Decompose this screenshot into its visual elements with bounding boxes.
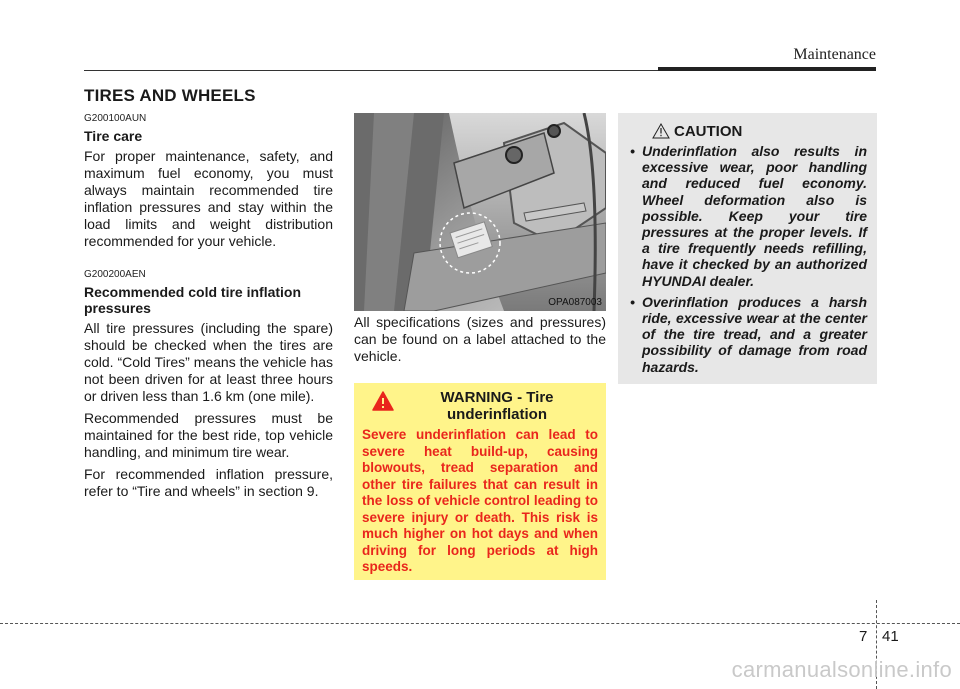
tire-care-code: G200100AUN [84, 113, 147, 124]
footer-rule [0, 623, 960, 624]
specifications-text: All specifications (sizes and pressures) can be found on a label attached to the vehicle. [354, 314, 606, 364]
warning-body: Severe underinflation can lead to severe heat build-up, causing blowouts, tread separation and other tire failures that can result in the loss of vehicle control leading to severe injury or death. This risk is much higher on hot days and when driving for long periods at high speeds. [362, 427, 598, 574]
section-title: TIRES AND WHEELS [84, 86, 256, 105]
cold-pressures-para1: All tire pressures (including the spare) should be checked when the tires are cold. “Cold Tires” means the vehicle has not been driven for at least three hours or driven less than 1.6 km (one mile). [84, 320, 333, 404]
door-jamb-photo [354, 113, 606, 311]
photo-code: OPA087003 [548, 297, 602, 308]
watermark: carmanualsonline.info [731, 657, 952, 682]
header-rule [84, 70, 658, 71]
page-number: 41 [882, 628, 899, 645]
caution-box [618, 113, 877, 384]
caution-triangle-icon [652, 123, 670, 144]
tire-care-text: For proper maintenance, safety, and maximum fuel economy, you must always maintain recommended tire inflation pressures and stay within the load limits and weight distribution recommended for your vehicle. [84, 148, 333, 249]
warning-triangle-icon [372, 391, 394, 416]
left-column [84, 113, 333, 505]
caution-title: CAUTION [674, 123, 743, 140]
caution-list [630, 143, 867, 375]
cold-pressures-code: G200200AEN [84, 269, 146, 280]
chapter-number: 7 [859, 628, 868, 645]
warning-title: WARNING - Tire underinflation [440, 389, 554, 423]
header-rule-bold [658, 67, 876, 71]
header-title: Maintenance [793, 46, 876, 63]
cold-pressures-heading: Recommended cold tire inflation pressures [84, 284, 302, 316]
door-jamb-tire-label-photo [354, 113, 606, 311]
caution-item: • Overinflation produces a harsh ride, excessive wear at the center of the tire tread, and a greater possibility of damage from road hazards. [630, 293, 867, 375]
tire-care-heading: Tire care [84, 128, 143, 144]
cold-pressures-para2: Recommended pressures must be maintained for the best ride, top vehicle handling, and minimum tire wear. [84, 410, 333, 460]
caution-item: • Underinflation also results in excessive wear, poor handling and reduced fuel economy. Wheel deformation also is possible. Keep your tire pressures at the proper levels. If a tire frequently needs refilling, have it checked by an authorized HYUNDAI dealer. [630, 143, 867, 289]
warning-box [354, 383, 606, 580]
cold-pressures-para3: For recommended inflation pressure, refer to “Tire and wheels” in section 9. [84, 466, 333, 499]
